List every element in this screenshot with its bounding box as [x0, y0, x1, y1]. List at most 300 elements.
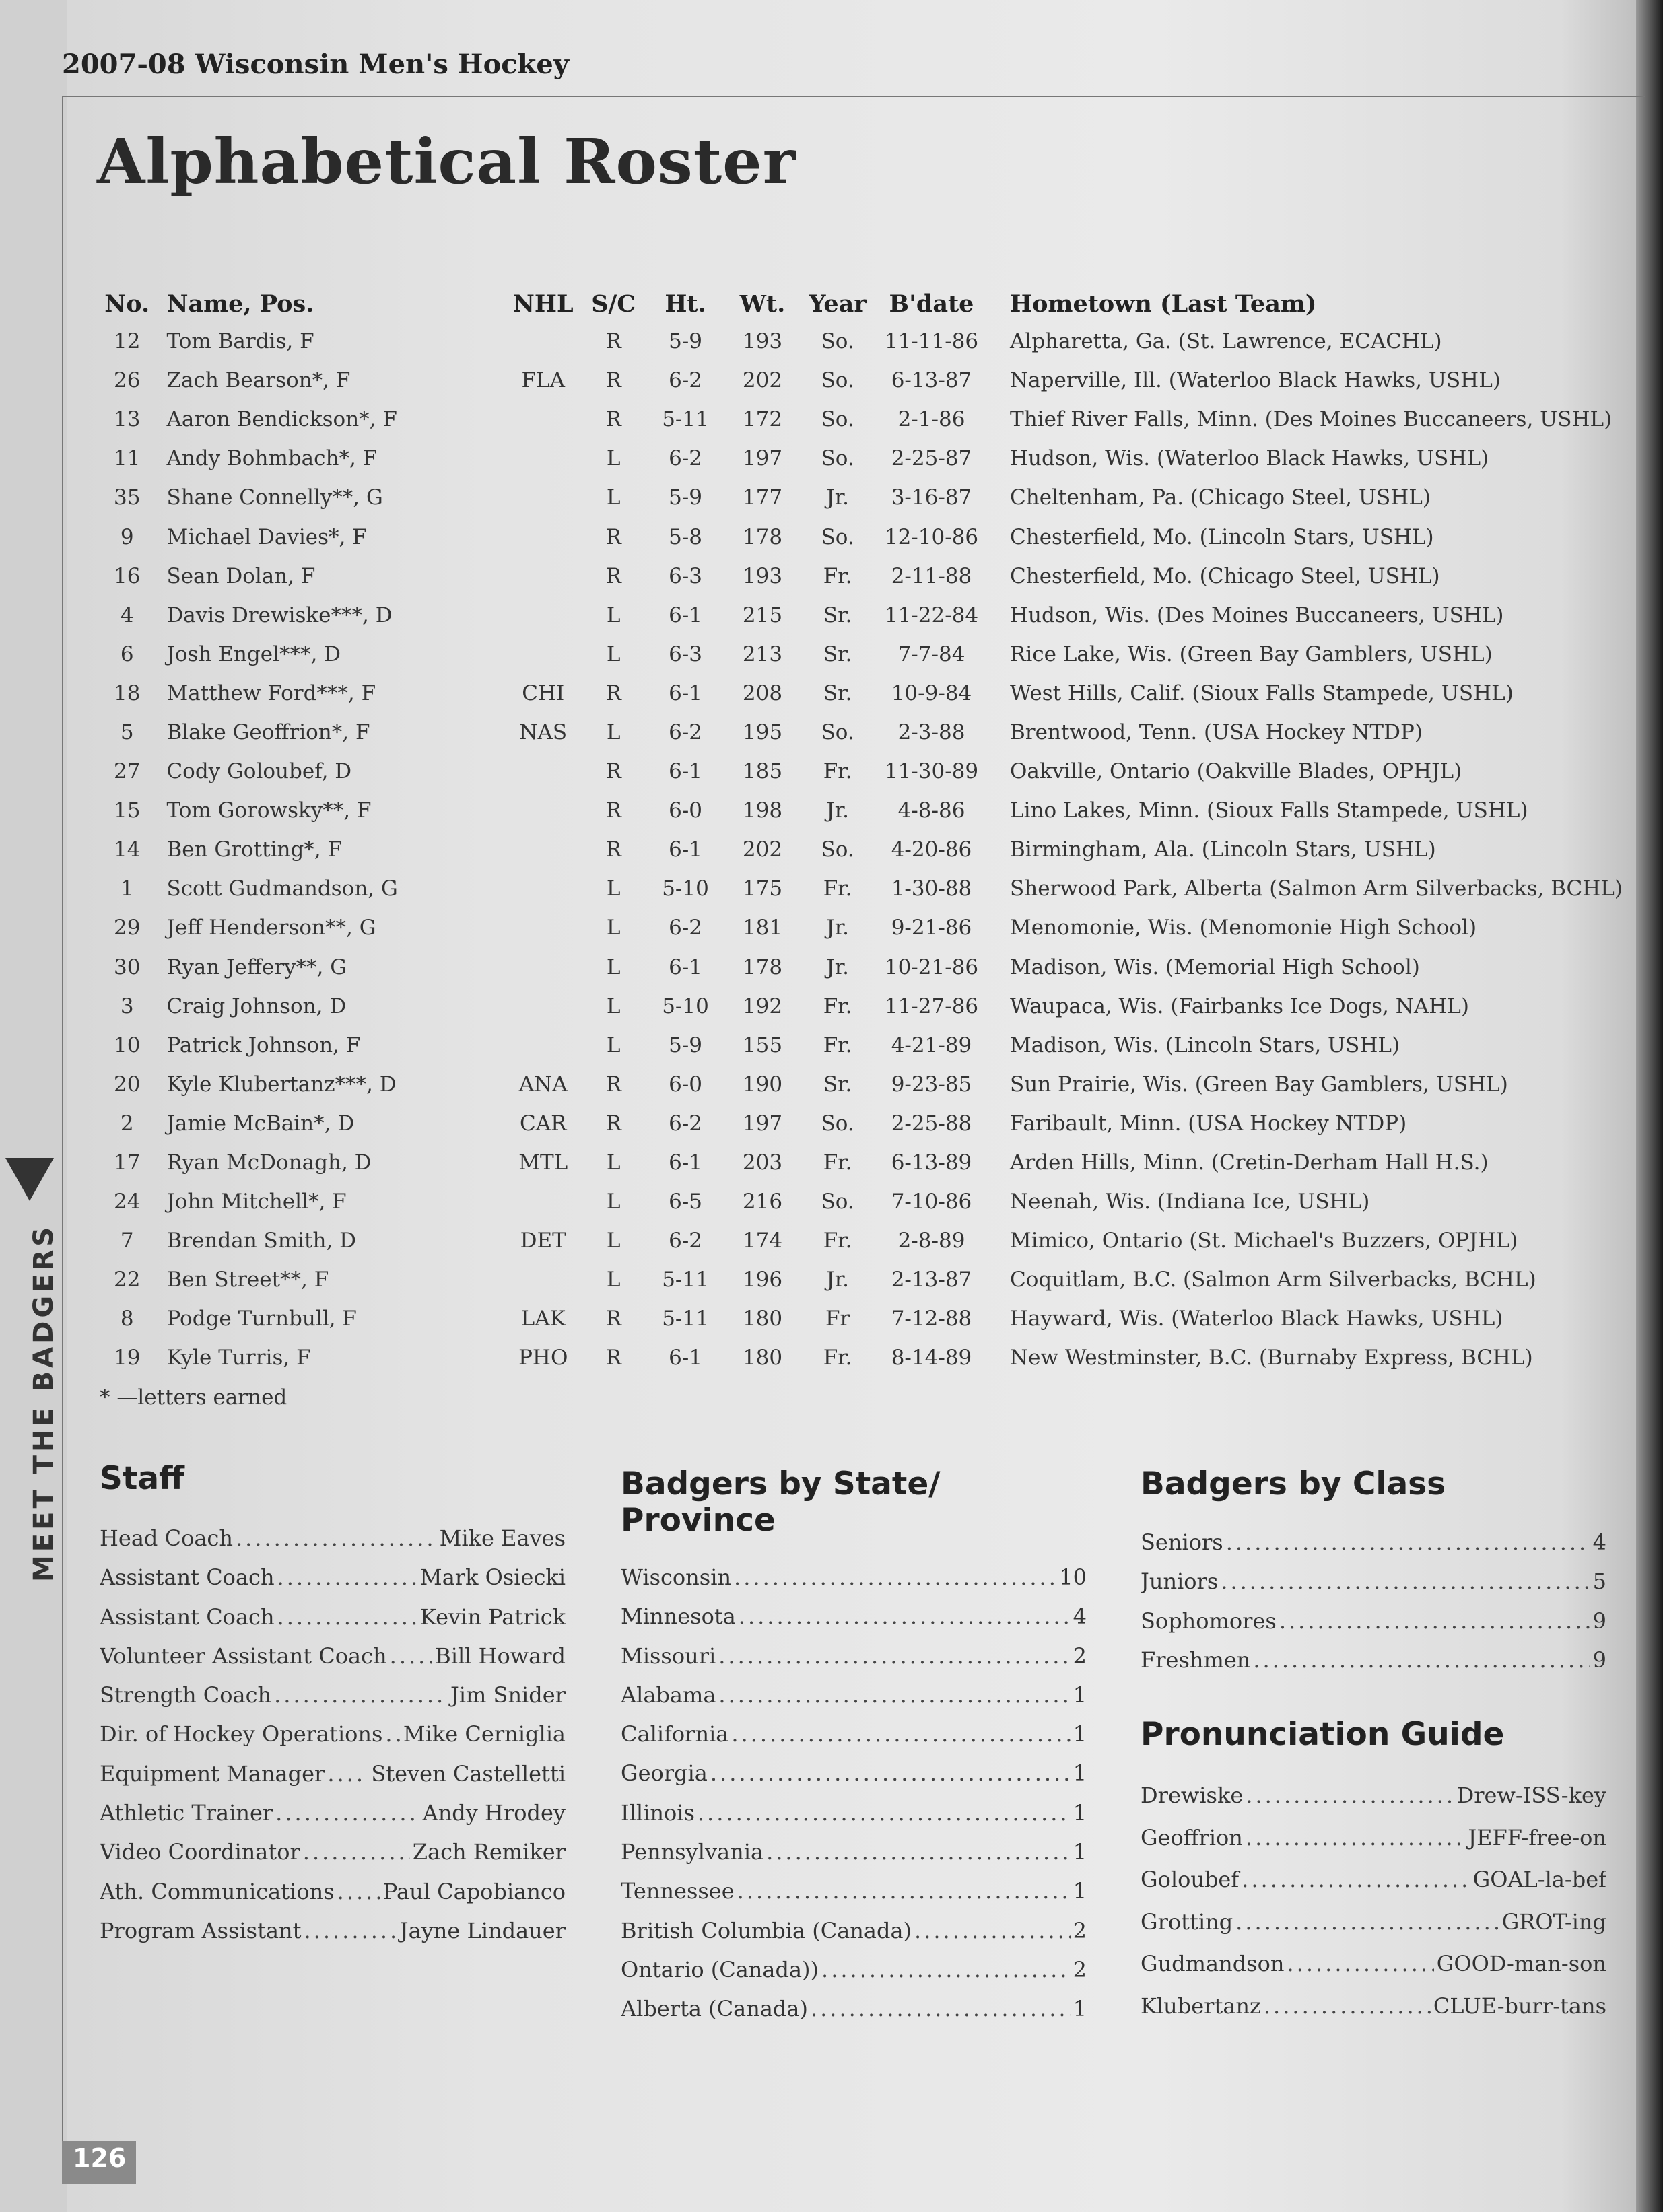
dot-leader [1246, 1783, 1454, 1808]
player-nhl [508, 478, 579, 517]
player-birthdate: 2-13-87 [891, 1268, 972, 1292]
table-row [88, 1104, 1623, 1143]
player-birthdate: 12-10-86 [884, 524, 979, 549]
class-item [1141, 1647, 1606, 1686]
player-weight: 155 [742, 1033, 783, 1058]
player-hometown: Sherwood Park, Alberta (Salmon Arm Silverbacks, BCHL) [1010, 876, 1623, 901]
pronunciation-item-value: GROT-ing [1501, 1908, 1606, 1935]
player-shoots-catches: L [606, 1229, 621, 1253]
player-weight: 174 [742, 1229, 783, 1253]
player-number: 17 [114, 1150, 141, 1175]
table-row [88, 400, 1623, 439]
state-item-value: 1 [1073, 1760, 1087, 1787]
staff-item-value: Jim Snider [450, 1682, 566, 1708]
roster-footnote: * —letters earned [100, 1385, 287, 1410]
pronunciation-item-value: JEFF-free-on [1468, 1824, 1606, 1851]
player-weight: 181 [742, 915, 783, 940]
by-state-title [621, 1466, 940, 1539]
player-number: 24 [114, 1189, 141, 1214]
player-nhl [508, 987, 579, 1026]
player-shoots-catches: L [606, 1033, 621, 1058]
player-number: 9 [120, 524, 134, 549]
player-hometown: Birmingham, Ala. (Lincoln Stars, USHL) [1010, 837, 1436, 862]
state-item-value: 2 [1073, 1956, 1087, 1982]
dot-leader [821, 1957, 1071, 1982]
player-birthdate: 11-22-84 [884, 602, 979, 627]
player-weight: 172 [742, 407, 783, 432]
player-hometown: Faribault, Minn. (USA Hockey NTDP) [1010, 1111, 1407, 1136]
player-nhl [508, 869, 579, 908]
player-height: 5-11 [662, 407, 709, 432]
player-height: 6-3 [669, 642, 702, 666]
class-item-value: 9 [1592, 1647, 1606, 1673]
player-shoots-catches: R [605, 407, 621, 432]
player-hometown: Thief River Falls, Minn. (Des Moines Buccaneers, USHL) [1010, 407, 1613, 432]
staff-item-value: Paul Capobianco [382, 1878, 566, 1904]
player-height: 6-2 [669, 368, 702, 393]
player-name-pos: Zach Bearson*, F [166, 368, 351, 393]
col-header-sc: S/C [591, 289, 636, 318]
player-hometown: Lino Lakes, Minn. (Sioux Falls Stampede, USHL) [1010, 798, 1528, 823]
state-item [621, 1996, 1087, 2035]
staff-item [100, 1643, 566, 1682]
player-height: 6-2 [669, 915, 702, 940]
pronunciation-item [1141, 1867, 1606, 1909]
roster-table [88, 285, 1623, 1378]
page-title: Alphabetical Roster [97, 125, 796, 198]
player-height: 5-8 [669, 524, 702, 549]
pronunciation-item-label: Gudmandson [1141, 1951, 1285, 1977]
player-height: 5-10 [662, 994, 709, 1018]
pronunciation-item-label: Geoffrion [1141, 1824, 1243, 1851]
player-height: 5-9 [669, 485, 702, 510]
player-year: Fr. [823, 876, 852, 901]
player-hometown: Chesterfield, Mo. (Lincoln Stars, USHL) [1010, 524, 1434, 549]
state-item-value: 2 [1073, 1643, 1087, 1669]
staff-item [100, 1682, 566, 1721]
staff-item-label: Program Assistant [100, 1917, 302, 1943]
player-number: 3 [120, 994, 134, 1018]
player-number: 18 [114, 681, 141, 705]
player-nhl [508, 791, 579, 830]
player-height: 5-11 [662, 1268, 709, 1292]
table-row [88, 557, 1623, 596]
staff-item-label: Ath. Communications [100, 1878, 335, 1904]
player-year: So. [821, 1189, 854, 1214]
table-row [88, 1065, 1623, 1104]
col-header-no: No. [104, 289, 150, 318]
player-name-pos: Blake Geoffrion*, F [166, 720, 370, 745]
player-year: So. [821, 720, 854, 745]
state-item-value: 1 [1073, 1839, 1087, 1865]
roster-header-row [88, 285, 1623, 322]
player-height: 5-9 [669, 1033, 702, 1058]
player-height: 5-11 [662, 1307, 709, 1332]
player-weight: 178 [742, 524, 783, 549]
player-name-pos: Aaron Bendickson*, F [166, 407, 397, 432]
player-nhl [508, 517, 579, 556]
table-row [88, 517, 1623, 556]
player-weight: 197 [742, 446, 783, 471]
player-name-pos: Tom Bardis, F [166, 329, 314, 354]
player-shoots-catches: L [606, 1150, 621, 1175]
player-name-pos: Davis Drewiske***, D [166, 602, 393, 627]
dot-leader [710, 1760, 1071, 1786]
staff-item [100, 1839, 566, 1878]
player-birthdate: 11-27-86 [884, 994, 979, 1018]
player-height: 5-10 [662, 876, 709, 901]
col-header-birthdate: B'date [889, 289, 974, 318]
player-hometown: Waupaca, Wis. (Fairbanks Ice Dogs, NAHL) [1010, 994, 1469, 1018]
player-year: Sr. [823, 1072, 852, 1097]
pronunciation-item [1141, 1783, 1606, 1825]
player-name-pos: Andy Bohmbach*, F [166, 446, 378, 471]
player-shoots-catches: R [605, 837, 621, 862]
state-item [621, 1643, 1087, 1682]
col-header-nhl: NHL [512, 289, 574, 318]
pronunciation-item-label: Grotting [1141, 1908, 1233, 1935]
player-nhl: LAK [520, 1307, 566, 1332]
player-year: Fr. [823, 994, 852, 1018]
state-item-label: Illinois [621, 1799, 695, 1826]
player-year: Sr. [823, 602, 852, 627]
player-year: Sr. [823, 681, 852, 705]
dot-leader [718, 1682, 1070, 1708]
table-row [88, 713, 1623, 752]
player-birthdate: 2-8-89 [897, 1229, 965, 1253]
player-hometown: Madison, Wis. (Lincoln Stars, USHL) [1010, 1033, 1400, 1058]
player-weight: 202 [742, 368, 783, 393]
player-hometown: Naperville, Ill. (Waterloo Black Hawks, USHL) [1010, 368, 1501, 393]
table-row [88, 830, 1623, 869]
player-number: 20 [114, 1072, 141, 1097]
player-nhl: FLA [521, 368, 565, 393]
player-weight: 196 [742, 1268, 783, 1292]
dot-leader [385, 1721, 401, 1747]
class-item-label: Sophomores [1141, 1608, 1277, 1634]
player-weight: 195 [742, 720, 783, 745]
player-weight: 213 [742, 642, 783, 666]
player-weight: 175 [742, 876, 783, 901]
player-height: 6-1 [669, 1346, 702, 1371]
player-number: 5 [120, 720, 134, 745]
player-birthdate: 4-21-89 [891, 1033, 972, 1058]
table-row [88, 439, 1623, 478]
player-nhl [508, 635, 579, 674]
by-class-list [1141, 1529, 1606, 1686]
player-number: 1 [120, 876, 134, 901]
dot-leader [718, 1643, 1070, 1669]
player-nhl [508, 752, 579, 791]
player-shoots-catches: R [605, 798, 621, 823]
player-weight: 178 [742, 955, 783, 979]
player-weight: 202 [742, 837, 783, 862]
player-shoots-catches: L [606, 955, 621, 979]
player-year: So. [821, 524, 854, 549]
table-row [88, 674, 1623, 713]
side-tab-label: MEET THE BADGERS [28, 1223, 59, 1582]
player-number: 35 [114, 485, 141, 510]
player-nhl [508, 1260, 579, 1299]
player-shoots-catches: R [605, 1346, 621, 1371]
player-nhl: MTL [518, 1150, 568, 1175]
player-birthdate: 10-9-84 [891, 681, 972, 705]
state-item-label: British Columbia (Canada) [621, 1917, 912, 1943]
by-class-title: Badgers by Class [1141, 1465, 1446, 1502]
player-number: 30 [114, 955, 141, 979]
player-shoots-catches: L [606, 602, 621, 627]
player-number: 7 [120, 1229, 134, 1253]
player-shoots-catches: L [606, 915, 621, 940]
player-height: 6-1 [669, 602, 702, 627]
table-row [88, 987, 1623, 1026]
player-nhl [508, 322, 579, 361]
dot-leader [734, 1564, 1056, 1590]
player-year: So. [821, 407, 854, 432]
player-shoots-catches: R [605, 759, 621, 784]
pronunciation-item [1141, 1909, 1606, 1951]
player-year: Jr. [826, 798, 849, 823]
staff-item [100, 1879, 566, 1918]
pronunciation-item-value: CLUE-burr-tans [1433, 1993, 1606, 2019]
player-weight: 185 [742, 759, 783, 784]
class-item [1141, 1529, 1606, 1568]
pronunciation-item [1141, 1825, 1606, 1867]
player-name-pos: Brendan Smith, D [166, 1229, 357, 1253]
state-item-value: 4 [1073, 1603, 1087, 1630]
player-weight: 215 [742, 602, 783, 627]
player-year: Jr. [826, 485, 849, 510]
col-header-name: Name, Pos. [166, 289, 314, 318]
player-nhl [508, 439, 579, 478]
staff-item [100, 1800, 566, 1839]
table-row [88, 478, 1623, 517]
table-row [88, 1260, 1623, 1299]
player-birthdate: 7-10-86 [891, 1189, 972, 1214]
player-weight: 197 [742, 1111, 783, 1136]
player-hometown: Mimico, Ontario (St. Michael's Buzzers, OPJHL) [1010, 1229, 1518, 1253]
col-header-weight: Wt. [739, 289, 786, 318]
player-year: Fr. [823, 1229, 852, 1253]
state-item [621, 1760, 1087, 1799]
player-name-pos: Ryan McDonagh, D [166, 1150, 372, 1175]
staff-item-label: Strength Coach [100, 1682, 272, 1708]
table-row [88, 1221, 1623, 1260]
table-row [88, 908, 1623, 947]
staff-item [100, 1564, 566, 1603]
state-item-label: Ontario (Canada)) [621, 1956, 819, 1982]
staff-item [100, 1918, 566, 1957]
state-item [621, 1564, 1087, 1603]
table-row [88, 596, 1623, 635]
player-number: 15 [114, 798, 141, 823]
pronunciation-list [1141, 1783, 1606, 2036]
staff-item-value: Kevin Patrick [420, 1603, 566, 1630]
player-hometown: Hudson, Wis. (Waterloo Black Hawks, USHL) [1010, 446, 1489, 471]
player-name-pos: Podge Turnbull, F [166, 1307, 357, 1332]
staff-item-label: Athletic Trainer [100, 1800, 273, 1826]
player-weight: 180 [742, 1307, 783, 1332]
player-number: 4 [120, 602, 134, 627]
dot-leader [1253, 1647, 1590, 1673]
player-shoots-catches: L [606, 720, 621, 745]
side-tab [5, 1158, 59, 1589]
dot-leader [1221, 1568, 1590, 1594]
player-hometown: New Westminster, B.C. (Burnaby Express, BCHL) [1010, 1346, 1533, 1371]
player-number: 2 [120, 1111, 134, 1136]
player-shoots-catches: R [605, 1111, 621, 1136]
player-height: 6-1 [669, 1150, 702, 1175]
player-name-pos: John Mitchell*, F [166, 1189, 347, 1214]
dot-leader [1226, 1529, 1590, 1555]
player-year: Jr. [826, 1268, 849, 1292]
player-weight: 193 [742, 563, 783, 588]
dot-leader [739, 1603, 1071, 1629]
player-number: 11 [114, 446, 141, 471]
staff-title: Staff [100, 1460, 185, 1497]
player-shoots-catches: L [606, 642, 621, 666]
player-year: So. [821, 837, 854, 862]
player-hometown: Menomonie, Wis. (Menomonie High School) [1010, 915, 1477, 940]
player-weight: 203 [742, 1150, 783, 1175]
player-birthdate: 9-21-86 [891, 915, 972, 940]
player-weight: 177 [742, 485, 783, 510]
dot-leader [274, 1682, 448, 1708]
state-item-value: 1 [1073, 1799, 1087, 1826]
state-item [621, 1878, 1087, 1917]
player-year: So. [821, 1111, 854, 1136]
state-item [621, 1957, 1087, 1996]
col-header-hometown: Hometown (Last Team) [1010, 289, 1317, 318]
player-number: 22 [114, 1268, 141, 1292]
player-nhl [508, 908, 579, 947]
state-item [621, 1918, 1087, 1957]
state-item-label: Pennsylvania [621, 1839, 764, 1865]
pronunciation-item-label: Drewiske [1141, 1783, 1244, 1808]
player-nhl [508, 557, 579, 596]
player-year: Jr. [826, 955, 849, 979]
dot-leader [390, 1643, 433, 1669]
dot-leader [1279, 1608, 1590, 1634]
player-height: 6-1 [669, 955, 702, 979]
dot-leader [303, 1839, 410, 1865]
player-year: Jr. [826, 915, 849, 940]
dot-leader [1235, 1909, 1499, 1935]
class-item-label: Seniors [1141, 1529, 1223, 1555]
player-year: Fr. [823, 1346, 852, 1371]
player-name-pos: Scott Gudmandson, G [166, 876, 398, 901]
player-hometown: Arden Hills, Minn. (Cretin-Derham Hall H.S.) [1010, 1150, 1489, 1175]
player-birthdate: 2-3-88 [897, 720, 965, 745]
player-number: 29 [114, 915, 141, 940]
player-shoots-catches: L [606, 446, 621, 471]
player-year: Fr. [823, 1150, 852, 1175]
class-item-value: 5 [1592, 1568, 1606, 1595]
player-number: 8 [120, 1307, 134, 1332]
player-birthdate: 11-30-89 [884, 759, 979, 784]
staff-item-label: Assistant Coach [100, 1564, 275, 1591]
player-height: 6-0 [669, 798, 702, 823]
state-item [621, 1682, 1087, 1721]
dot-leader [337, 1879, 380, 1904]
table-row [88, 1338, 1623, 1377]
dot-leader [914, 1918, 1071, 1943]
table-row [88, 322, 1623, 361]
left-photo-band [0, 0, 67, 2212]
player-shoots-catches: L [606, 994, 621, 1018]
player-name-pos: Tom Gorowsky**, F [166, 798, 372, 823]
player-birthdate: 3-16-87 [891, 485, 972, 510]
player-weight: 180 [742, 1346, 783, 1371]
player-number: 14 [114, 837, 141, 862]
class-item-label: Freshmen [1141, 1647, 1251, 1673]
staff-item [100, 1721, 566, 1760]
state-item [621, 1839, 1087, 1878]
page-number: 126 [73, 2143, 127, 2173]
player-name-pos: Craig Johnson, D [166, 994, 347, 1018]
dot-leader [277, 1564, 417, 1590]
player-nhl [508, 948, 579, 987]
player-height: 5-9 [669, 329, 702, 354]
staff-item-label: Equipment Manager [100, 1760, 325, 1787]
player-birthdate: 10-21-86 [884, 955, 979, 979]
side-tab-arrow-icon [5, 1158, 54, 1201]
player-name-pos: Michael Davies*, F [166, 524, 367, 549]
player-nhl: CHI [522, 681, 565, 705]
by-state-title-line2: Province [621, 1502, 776, 1539]
state-item-value: 10 [1059, 1564, 1087, 1590]
player-height: 6-2 [669, 1229, 702, 1253]
pronunciation-item [1141, 1993, 1606, 2036]
table-row [88, 1182, 1623, 1221]
player-shoots-catches: R [605, 563, 621, 588]
player-name-pos: Kyle Klubertanz***, D [166, 1072, 397, 1097]
player-hometown: Chesterfield, Mo. (Chicago Steel, USHL) [1010, 563, 1440, 588]
player-name-pos: Patrick Johnson, F [166, 1033, 361, 1058]
state-item-label: California [621, 1721, 729, 1748]
state-item-label: Tennessee [621, 1878, 735, 1904]
by-state-list [621, 1564, 1087, 2036]
player-shoots-catches: L [606, 1268, 621, 1292]
player-name-pos: Josh Engel***, D [166, 642, 341, 666]
player-shoots-catches: R [605, 524, 621, 549]
player-birthdate: 9-23-85 [891, 1072, 972, 1097]
pronunciation-item-label: Goloubef [1141, 1867, 1240, 1893]
player-height: 6-2 [669, 1111, 702, 1136]
table-row [88, 752, 1623, 791]
player-birthdate: 8-14-89 [891, 1346, 972, 1371]
player-birthdate: 7-7-84 [897, 642, 965, 666]
player-number: 10 [114, 1033, 141, 1058]
player-birthdate: 11-11-86 [884, 329, 979, 354]
class-item-value: 4 [1592, 1529, 1606, 1555]
class-item [1141, 1568, 1606, 1608]
staff-item-label: Assistant Coach [100, 1603, 275, 1630]
player-weight: 198 [742, 798, 783, 823]
roster-body [88, 322, 1623, 1378]
player-shoots-catches: R [605, 329, 621, 354]
player-number: 19 [114, 1346, 141, 1371]
running-head: 2007-08 Wisconsin Men's Hockey [62, 48, 570, 80]
state-item [621, 1721, 1087, 1760]
state-item-value: 2 [1073, 1917, 1087, 1943]
class-item-value: 9 [1592, 1608, 1606, 1634]
player-hometown: Rice Lake, Wis. (Green Bay Gamblers, USHL) [1010, 642, 1493, 666]
pronunciation-item [1141, 1951, 1606, 1993]
player-birthdate: 2-1-86 [897, 407, 965, 432]
class-item [1141, 1608, 1606, 1647]
col-header-year: Year [809, 289, 867, 318]
